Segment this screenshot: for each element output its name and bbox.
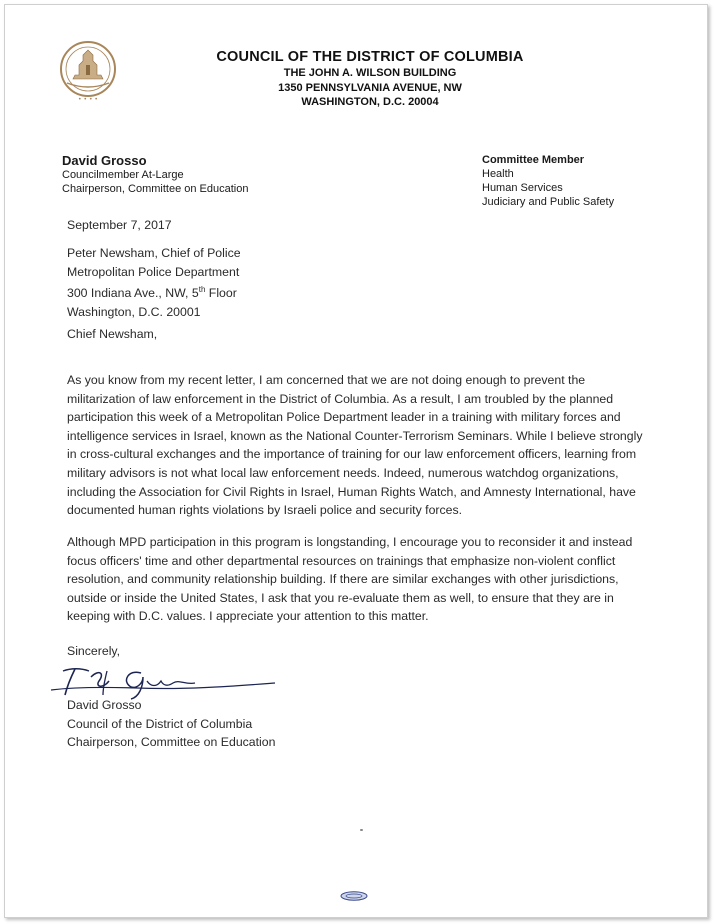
signer-organization: Council of the District of Columbia — [67, 716, 253, 731]
recipient-line: Peter Newsham, Chief of Police — [67, 246, 241, 260]
signer-name: David Grosso — [67, 698, 142, 712]
union-label-icon — [340, 891, 368, 901]
street-text: 300 Indiana Ave., NW, 5 — [67, 286, 199, 301]
committee-item: Human Services — [482, 182, 563, 194]
recipient-street — [67, 281, 241, 303]
text-line: in cross-cultural exchanges and the importance of training for our law enforcement officers, learning from — [67, 447, 637, 462]
scan-speck — [360, 829, 363, 831]
street-address: 1350 PENNSYLVANIA AVENUE, NW — [278, 81, 462, 94]
text-line: Although MPD participation in this program is longstanding, I encourage you to reconsider it and instead — [67, 535, 633, 549]
salutation: Chief Newsham, — [67, 327, 158, 341]
letterhead — [205, 49, 535, 110]
text-line: resolution, and community relationship building. If there are similar exchanges with other jurisdictions, — [67, 572, 619, 587]
recipient-line: Metropolitan Police Department — [67, 264, 240, 279]
text-line: intelligence services in Israel, known as the National Counter-Terrorism Seminars. While I believe strongly — [67, 428, 643, 443]
text-line: focus officers' time and other departmental resources on trainings that emphasize non-violent conflict — [67, 553, 616, 568]
building-name: THE JOHN A. WILSON BUILDING — [283, 67, 457, 79]
closing: Sincerely, — [67, 644, 121, 658]
sender-block — [62, 153, 248, 196]
ordinal-suffix: th — [198, 285, 206, 295]
svg-text:• • • •: • • • • — [78, 96, 98, 103]
committee-block — [482, 153, 614, 209]
signature-block — [67, 696, 275, 752]
committee-item: Health — [482, 168, 514, 180]
text-line: military advisors is not what local law enforcement needs. Indeed, numerous watchdog organizations, — [67, 465, 619, 480]
district-seal-icon — [57, 35, 119, 107]
text-line: militarization of law enforcement in the District of Columbia. As a result, I am troubled by the planned — [67, 391, 614, 406]
committee-item: Judiciary and Public Safety — [482, 196, 615, 208]
sender-name: David Grosso — [62, 153, 147, 168]
signer-role: Chairperson, Committee on Education — [67, 735, 276, 750]
paragraph-2 — [67, 533, 667, 626]
paragraph-1 — [67, 371, 667, 520]
letter-page — [4, 4, 708, 918]
sender-title: Councilmember At-Large — [62, 169, 184, 181]
city-address: WASHINGTON, D.C. 20004 — [301, 96, 439, 108]
committee-heading: Committee Member — [482, 154, 585, 166]
letter-date: September 7, 2017 — [67, 218, 172, 232]
floor-text: Floor — [205, 286, 237, 301]
text-line: participation this week of a Metropolitan Police Department leader in a training with military forces and — [67, 410, 621, 425]
recipient-address — [67, 244, 241, 321]
sender-role: Chairperson, Committee on Education — [62, 182, 249, 195]
text-line: As you know from my recent letter, I am concerned that we are not doing enough to prevent the — [67, 373, 586, 387]
text-line: keeping with D.C. values. I appreciate your attention to this matter. — [67, 609, 429, 624]
org-name: COUNCIL OF THE DISTRICT OF COLUMBIA — [216, 49, 524, 65]
text-line: documented human rights violations by Israeli police and security forces. — [67, 503, 463, 518]
recipient-line: Washington, D.C. 20001 — [67, 304, 201, 319]
text-line: including the Association for Civil Rights in Israel, Human Rights Watch, and Amnesty International, have — [67, 484, 636, 499]
text-line: outside or inside the United States, I ask that you re-evaluate them as well, to ensure that they are in — [67, 590, 614, 605]
